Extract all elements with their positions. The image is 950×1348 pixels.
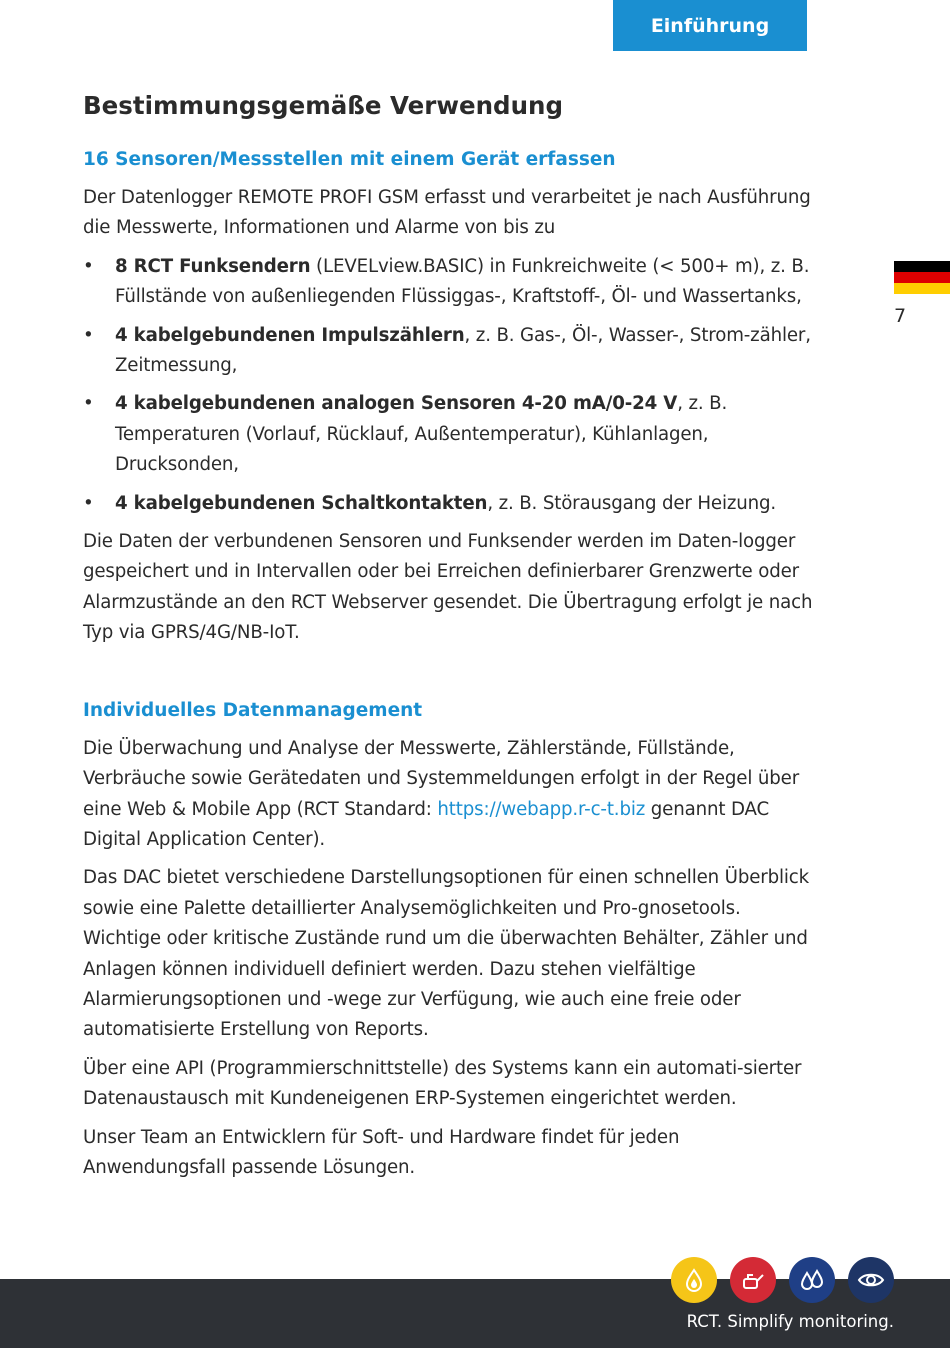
water-drops-icon bbox=[789, 1257, 835, 1303]
section2-para3: Über eine API (Programmierschnittstelle) des Systems kann ein automati-sierter Datenaustausch mit Kundeneigenen ERP-Systemen eingerichtet werden. bbox=[83, 1057, 802, 1110]
eye-icon bbox=[848, 1257, 894, 1303]
sensor-list bbox=[83, 252, 813, 519]
section-tab: Einführung bbox=[613, 0, 807, 51]
german-flag-icon bbox=[894, 261, 950, 294]
list-item: • 4 kabelgebundenen Impulszählern, z. B. Gas-, Öl-, Wasser-, Strom-zähler, Zeitmessung, bbox=[83, 324, 811, 377]
section2-heading: Individuelles Datenmanagement bbox=[83, 699, 423, 721]
section2-para1: Die Überwachung und Analyse der Messwerte, Zählerstände, Füllstände, Verbräuche sowie Gerätedaten und Systemmeldungen erfolgt in der Regel über eine Web & Mobile App (RCT Standard: https://webapp.r-c-t.biz genannt DAC Digital Application Center). bbox=[83, 737, 800, 850]
main-content bbox=[83, 88, 813, 1191]
section2-para2: Das DAC bietet verschiedene Darstellungsoptionen für einen schnellen Überblick sowie eine Palette detaillierter Analysemöglichkeiten und Pro-gnosetools. Wichtige oder kritische Zustände rund um die überwachten Behälter, Zähler und Anlagen können individuell definiert werden. Dazu stehen vielfältige Alarmierungsoptionen und -wege zur Verfügung, wie auch eine freie oder automatisierte Erstellung von Reports. bbox=[83, 867, 810, 1041]
flame-drop-icon bbox=[671, 1257, 717, 1303]
list-item: • 4 kabelgebundenen Schaltkontakten, z. B. Störausgang der Heizung. bbox=[83, 492, 777, 514]
webapp-link[interactable]: https://webapp.r-c-t.biz bbox=[437, 798, 646, 820]
footer-slogan: RCT. Simplify monitoring. bbox=[686, 1312, 894, 1331]
section1-heading: 16 Sensoren/Messstellen mit einem Gerät erfassen bbox=[83, 149, 616, 170]
page-title: Bestimmungsgemäße Verwendung bbox=[83, 91, 563, 120]
section2-para4: Unser Team an Entwicklern für Soft- und Hardware findet für jeden Anwendungsfall passende Lösungen. bbox=[83, 1126, 680, 1178]
list-item: • 8 RCT Funksendern (LEVELview.BASIC) in Funkreichweite (< 500+ m), z. B. Füllstände von außenliegenden Flüssiggas-, Kraftstoff-, Öl- und Wassertanks, bbox=[83, 255, 810, 308]
section1-closing: Die Daten der verbundenen Sensoren und Funksender werden im Daten-logger gespeichert und in Intervallen oder bei Erreichen definierbarer Grenzwerte oder Alarmzustände an den RCT Webserver gesendet. Die Übertragung erfolgt je nach Typ via GPRS/4G/NB-IoT. bbox=[83, 531, 813, 644]
section1-intro: Der Datenlogger REMOTE PROFI GSM erfasst und verarbeitet je nach Ausführung die Messwerte, Informationen und Alarme von bis zu bbox=[83, 187, 811, 239]
list-item: • 4 kabelgebundenen analogen Sensoren 4-20 mA/0-24 V, z. B. Temperaturen (Vorlauf, Rücklauf, Außentemperatur), Kühlanlagen, Drucksonden, bbox=[83, 393, 728, 476]
oil-can-icon bbox=[730, 1257, 776, 1303]
page-number: 7 bbox=[893, 305, 907, 327]
